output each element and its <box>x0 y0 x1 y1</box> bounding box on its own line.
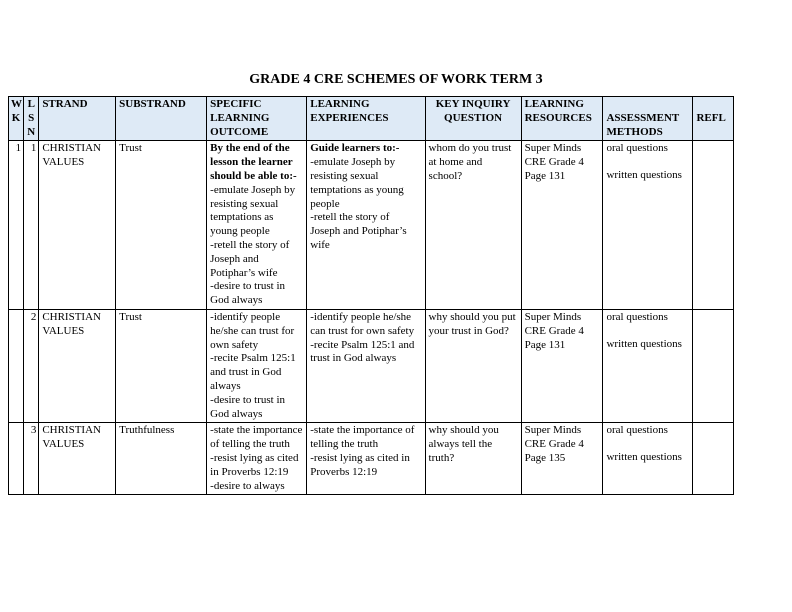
cell-experiences <box>307 309 425 422</box>
cell-assessment <box>603 141 693 310</box>
cell-assessment <box>603 423 693 495</box>
assessment-item: written questions <box>606 337 682 350</box>
cell-inquiry: why should you always tell the truth? <box>425 423 521 495</box>
page-title: GRADE 4 CRE SCHEMES OF WORK TERM 3 <box>249 72 543 87</box>
header-lsn <box>24 97 39 141</box>
cell-substrand: Truthfulness <box>116 423 207 495</box>
cell-lsn: 2 <box>24 309 39 422</box>
cell-wk: 1 <box>9 141 24 310</box>
outcome-line: -state the importance of telling the truth <box>210 424 303 451</box>
cell-experiences <box>307 423 425 495</box>
table-row <box>9 309 734 422</box>
cell-inquiry: whom do you trust at home and school? <box>425 141 521 310</box>
experience-line: -resist lying as cited in Proverbs 12:19 <box>310 451 410 478</box>
cell-resources: Super Minds CRE Grade 4 Page 131 <box>521 141 603 310</box>
cell-outcome <box>207 423 307 495</box>
cell-resources: Super Minds CRE Grade 4 Page 135 <box>521 423 603 495</box>
outcome-line: -emulate Joseph by resisting sexual temptations as young people <box>210 183 296 238</box>
header-strand: STRAND <box>39 97 116 141</box>
outcome-line: -identify people he/she can trust for own safety <box>210 310 295 351</box>
experiences-intro: Guide learners to:- <box>310 142 400 155</box>
cell-strand: CHRISTIAN VALUES <box>39 141 116 310</box>
outcome-line: -desire to trust in God always <box>210 280 286 307</box>
cell-wk <box>9 423 24 495</box>
cell-experiences <box>307 141 425 310</box>
header-refl: REFL <box>693 97 734 141</box>
header-lsn-line: L <box>27 98 35 110</box>
experience-line: -identify people he/she can trust for own safety <box>310 310 415 337</box>
cell-lsn: 1 <box>24 141 39 310</box>
cell-refl <box>693 309 734 422</box>
cell-outcome <box>207 309 307 422</box>
experience-line: -emulate Joseph by resisting sexual temptations as young people <box>310 156 404 210</box>
cell-inquiry: why should you put your trust in God? <box>425 309 521 422</box>
assessment-item: oral questions <box>606 310 668 323</box>
outcome-line: -desire to always <box>210 479 285 492</box>
header-row <box>9 97 734 141</box>
cell-refl <box>693 423 734 495</box>
header-wk-line: W <box>11 98 22 110</box>
header-assessment: ASSESSMENT METHODS <box>603 97 693 141</box>
cell-strand: CHRISTIAN VALUES <box>39 309 116 422</box>
outcome-line: -retell the story of Joseph and Potiphar’s wife <box>210 238 290 279</box>
cell-outcome <box>207 141 307 310</box>
cell-wk <box>9 309 24 422</box>
outcome-intro: By the end of the lesson the learner should be able to:- <box>210 142 297 182</box>
header-wk-line: K <box>11 111 21 124</box>
header-wk <box>9 97 24 141</box>
cell-substrand: Trust <box>116 309 207 422</box>
header-substrand: SUBSTRAND <box>116 97 207 141</box>
outcome-line: -recite Psalm 125:1 and trust in God always <box>210 352 296 392</box>
cell-assessment <box>603 309 693 422</box>
assessment-item: oral questions <box>606 424 668 437</box>
experience-line: -recite Psalm 125:1 and trust in God always <box>310 338 415 365</box>
assessment-item: written questions <box>606 169 682 182</box>
experience-line: -state the importance of telling the truth <box>310 424 415 451</box>
header-lsn-line: S <box>28 111 35 124</box>
header-inquiry: KEY INQUIRY QUESTION <box>425 97 521 141</box>
cell-substrand: Trust <box>116 141 207 310</box>
cell-resources: Super Minds CRE Grade 4 Page 131 <box>521 309 603 422</box>
outcome-line: -desire to trust in God always <box>210 393 286 420</box>
assessment-item: written questions <box>606 451 682 464</box>
table-row <box>9 141 734 310</box>
header-lsn-line: N <box>27 125 36 138</box>
experience-line: -retell the story of Joseph and Potiphar’s wife <box>310 211 407 251</box>
cell-lsn: 3 <box>24 423 39 495</box>
table-row <box>9 423 734 495</box>
cell-refl <box>693 141 734 310</box>
header-experiences: LEARNING EXPERIENCES <box>307 97 425 141</box>
outcome-line: -resist lying as cited in Proverbs 12:19 <box>210 451 299 478</box>
header-resources: LEARNING RESOURCES <box>521 97 603 141</box>
assessment-item: oral questions <box>606 142 668 155</box>
cell-strand: CHRISTIAN VALUES <box>39 423 116 495</box>
header-outcome: SPECIFIC LEARNING OUTCOME <box>207 97 307 141</box>
schemes-table <box>8 96 734 495</box>
